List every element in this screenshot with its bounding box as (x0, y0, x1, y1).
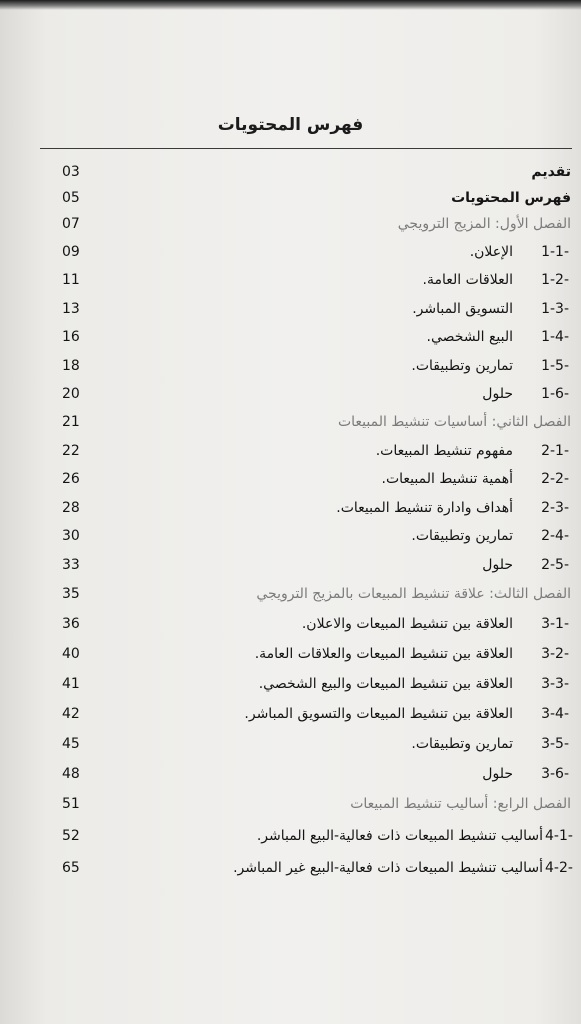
toc-entry (0, 325, 581, 349)
page-number: 65 (62, 860, 80, 876)
entry-title: البيع الشخصي. (426, 329, 513, 345)
page-number: 05 (62, 190, 80, 206)
page-number: 20 (62, 386, 80, 402)
entry-title: أهداف وادارة تنشيط المبيعات. (336, 500, 513, 516)
page-number: 45 (62, 736, 80, 752)
section-number: 3-2- (541, 646, 569, 662)
toc-chapter (0, 792, 581, 816)
page-number: 21 (62, 414, 80, 430)
entry-title: حلول (482, 386, 513, 402)
section-number: 4-2- (545, 860, 573, 876)
section-number: 1-1- (541, 244, 569, 260)
section-number: 1-4- (541, 329, 569, 345)
toc-entry (0, 496, 581, 520)
section-number: 1-5- (541, 358, 569, 374)
entry-title: تمارين وتطبيقات. (411, 528, 513, 544)
section-number: 1-6- (541, 386, 569, 402)
page-number: 36 (62, 616, 80, 632)
section-number: 4-1- (545, 828, 573, 844)
section-number: 2-4- (541, 528, 569, 544)
page-number: 03 (62, 164, 80, 180)
entry-title: العلاقات العامة. (422, 272, 513, 288)
toc-entry (0, 268, 581, 292)
entry-title: التسويق المباشر. (412, 301, 513, 317)
section-number: 2-1- (541, 443, 569, 459)
entry-title: أهمية تنشيط المبيعات. (381, 471, 513, 487)
page-number: 26 (62, 471, 80, 487)
entry-title: تمارين وتطبيقات. (411, 736, 513, 752)
section-number: 1-3- (541, 301, 569, 317)
toc-entry (0, 762, 581, 786)
entry-title: العلاقة بين تنشيط المبيعات والعلاقات العامة. (254, 646, 513, 662)
toc-entry (0, 354, 581, 378)
bleed-through-text: ﻿ ‎ (410, 82, 411, 95)
page-number: 40 (62, 646, 80, 662)
toc-entry (0, 672, 581, 696)
section-number: 2-2- (541, 471, 569, 487)
page-title: فهرس المحتويات (217, 115, 364, 135)
toc-entry (0, 524, 581, 548)
section-number: 3-6- (541, 766, 569, 782)
chapter-title: الفصل الثاني: أساسيات تنشيط المبيعات (337, 414, 571, 430)
page-number: 52 (62, 828, 80, 844)
page-number: 51 (62, 796, 80, 812)
section-number: 2-5- (541, 557, 569, 573)
page-number: 28 (62, 500, 80, 516)
chapter-title: الفصل الأول: المزيج الترويجي (397, 216, 571, 232)
entry-title: حلول (482, 557, 513, 573)
toc-entry (0, 467, 581, 491)
section-number: 3-5- (541, 736, 569, 752)
toc-chapter (0, 582, 581, 606)
toc-entry (0, 824, 581, 848)
toc-entry (0, 160, 581, 184)
toc-entry (0, 642, 581, 666)
page-number: 16 (62, 329, 80, 345)
toc-entry (0, 439, 581, 463)
toc-entry (0, 856, 581, 880)
entry-title: أساليب تنشيط المبيعات ذات فعالية-البيع المباشر. (256, 828, 543, 844)
section-number: 3-3- (541, 676, 569, 692)
entry-title: تقديم (531, 164, 571, 180)
page-number: 30 (62, 528, 80, 544)
page-number: 18 (62, 358, 80, 374)
toc-chapter (0, 410, 581, 434)
page-number: 33 (62, 557, 80, 573)
page-number: 09 (62, 244, 80, 260)
entry-title: مفهوم تنشيط المبيعات. (375, 443, 513, 459)
scan-top-edge (0, 0, 581, 10)
section-number: 2-3- (541, 500, 569, 516)
toc-entry (0, 382, 581, 406)
page-number: 42 (62, 706, 80, 722)
chapter-title: الفصل الثالث: علاقة تنشيط المبيعات بالمزيج الترويجي (256, 586, 571, 602)
section-number: 3-4- (541, 706, 569, 722)
page-number: 11 (62, 272, 80, 288)
entry-title: العلاقة بين تنشيط المبيعات والبيع الشخصي. (258, 676, 513, 692)
page-number: 48 (62, 766, 80, 782)
entry-title: العلاقة بين تنشيط المبيعات والتسويق المباشر. (244, 706, 513, 722)
entry-title: حلول (482, 766, 513, 782)
page-number: 41 (62, 676, 80, 692)
section-number: 1-2- (541, 272, 569, 288)
page-number: 35 (62, 586, 80, 602)
toc-entry (0, 732, 581, 756)
toc-entry (0, 612, 581, 636)
toc-chapter (0, 212, 581, 236)
entry-title: أساليب تنشيط المبيعات ذات فعالية-البيع غير المباشر. (233, 860, 543, 876)
entry-title: العلاقة بين تنشيط المبيعات والاعلان. (301, 616, 513, 632)
entry-title: فهرس المحتويات (451, 190, 571, 206)
toc-entry (0, 186, 581, 210)
toc-entry (0, 240, 581, 264)
page-number: 22 (62, 443, 80, 459)
section-number: 3-1- (541, 616, 569, 632)
toc-entry (0, 702, 581, 726)
entry-title: الإعلان. (469, 244, 513, 260)
chapter-title: الفصل الرابع: أساليب تنشيط المبيعات (350, 796, 571, 812)
page-number: 13 (62, 301, 80, 317)
page-number: 07 (62, 216, 80, 232)
toc-entry (0, 553, 581, 577)
title-divider (40, 148, 572, 149)
toc-entry (0, 297, 581, 321)
entry-title: تمارين وتطبيقات. (411, 358, 513, 374)
